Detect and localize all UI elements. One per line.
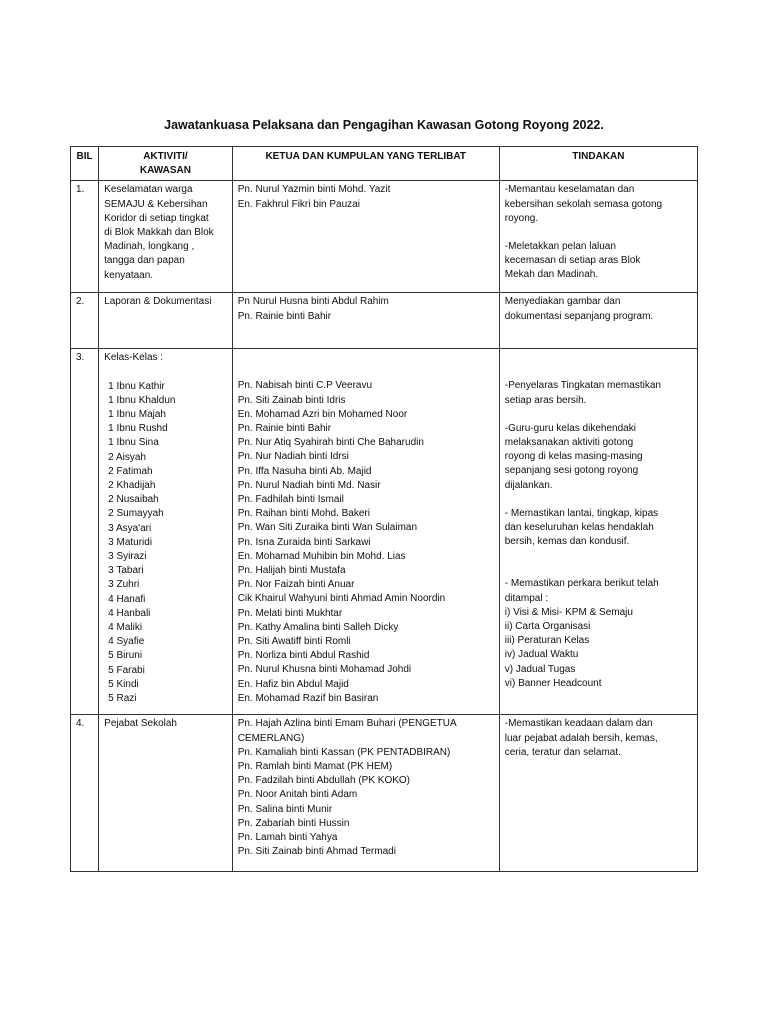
row3-tindakan-block: [505, 507, 692, 550]
kelas-item: 3 Syirazi: [108, 551, 147, 563]
row1-aktiviti-line: tangga dan papan: [104, 255, 185, 267]
row1-ketua-name: Pn. Nurul Yazmin binti Mohd. Yazit: [237, 184, 391, 196]
row3-ketua-name: Pn. Kathy Amalina binti Salleh Dicky: [237, 621, 399, 633]
row3-ketua-name: Pn. Nurul Nadiah binti Md. Nasir: [237, 479, 381, 491]
row1-ketua: [232, 181, 499, 293]
row3-ketua-name: Pn. Nabisah binti C.P Veeravu: [237, 380, 373, 392]
kelas-item: 1 Ibnu Rushd: [108, 423, 168, 435]
row4-tindakan-line: ceria, teratur dan selamat.: [504, 746, 621, 758]
row3-tindakan-block: [505, 422, 692, 493]
row4-ketua-name: Pn. Fadzilah binti Abdullah (PK KOKO): [237, 775, 410, 787]
row3-tindakan-line: dan keseluruhan kelas hendaklah: [504, 522, 654, 534]
table-row: [71, 349, 698, 715]
row3-tindakan-line: ditampal :: [504, 592, 549, 604]
row1-aktiviti-line: SEMAJU & Kebersihan: [104, 198, 208, 210]
row4-ketua-name: Pn. Noor Anitah binti Adam: [237, 789, 358, 801]
row4-aktiviti-text: Pejabat Sekolah: [104, 718, 177, 730]
kelas-item: 1 Ibnu Sina: [108, 437, 159, 449]
row3-ketua-name: En. Hafiz bin Abdul Majid: [237, 678, 349, 690]
row2-aktiviti-text: Laporan & Dokumentasi: [104, 296, 212, 308]
row3-bil: 3.: [71, 349, 99, 715]
row3-tindakan-line: iii) Peraturan Kelas: [504, 635, 590, 647]
kelas-item: 3 Zuhri: [108, 579, 140, 591]
row4-tindakan-line: -Memastikan keadaan dalam dan: [504, 718, 653, 730]
header-tindakan: TINDAKAN: [499, 147, 697, 181]
row4-ketua: [232, 715, 499, 872]
row1-tindakan-line: royong.: [504, 212, 539, 224]
row3-ketua-name: Pn. Halijah binti Mustafa: [237, 565, 346, 577]
kelas-item: 5 Farabi: [108, 664, 145, 676]
row1-aktiviti-line: Madinah, longkang ,: [104, 241, 195, 253]
row4-ketua-name: Pn. Kamaliah binti Kassan (PK PENTADBIRAN): [237, 746, 451, 758]
header-bil: BIL: [71, 147, 99, 181]
table-header-row: [71, 147, 698, 181]
row1-tindakan-line: kebersihan sekolah semasa gotong: [504, 198, 663, 210]
row3-ketua-name: Pn. Wan Siti Zuraika binti Wan Sulaiman: [237, 522, 418, 534]
row2-ketua-name: Pn Nurul Husna binti Abdul Rahim: [237, 296, 389, 308]
kelas-item: 2 Sumayyah: [108, 508, 164, 520]
row3-tindakan-line: melaksanakan aktiviti gotong: [504, 437, 634, 449]
row3-aktiviti-heading: Kelas-Kelas :: [104, 352, 164, 364]
row1-bil: 1.: [71, 181, 99, 293]
row3-ketua-name: Pn. Nurul Khusna binti Mohamad Johdi: [237, 664, 412, 676]
row4-ketua-name: Pn. Salina binti Munir: [237, 803, 333, 815]
row1-tindakan-line: -Meletakkan pelan laluan: [504, 241, 616, 253]
kelas-item: 5 Razi: [108, 693, 137, 705]
row2-ketua: [232, 293, 499, 349]
row3-tindakan-line: vi) Banner Headcount: [504, 677, 602, 689]
header-aktiviti-line1: AKTIVITI/: [143, 151, 188, 162]
row1-tindakan-line: kecemasan di setiap aras Blok: [504, 255, 641, 267]
row3-tindakan-line: iv) Jadual Waktu: [504, 649, 579, 661]
row2-aktiviti: [99, 293, 233, 349]
document-title: Jawatankuasa Pelaksana dan Pengagihan Kawasan Gotong Royong 2022.: [164, 118, 604, 132]
row3-tindakan-line: ii) Carta Organisasi: [504, 621, 591, 633]
row1-tindakan-line: -Memantau keselamatan dan: [504, 184, 635, 196]
kelas-item: 2 Fatimah: [108, 465, 153, 477]
row3-tindakan-block: [505, 577, 692, 691]
kelas-item: 2 Nusaibah: [108, 494, 159, 506]
row3-tindakan-line: i) Visi & Misi- KPM & Semaju: [504, 606, 633, 618]
row3-ketua-name: Pn. Nor Faizah binti Anuar: [237, 579, 355, 591]
row2-ketua-name: Pn. Rainie binti Bahir: [237, 310, 332, 322]
table-row: [71, 715, 698, 872]
row3-ketua-name: Cik Khairul Wahyuni binti Ahmad Amin Noordin: [237, 593, 446, 605]
row3-ketua: [232, 349, 499, 715]
row3-ketua-name: Pn. Siti Awatiff binti Romli: [237, 636, 351, 648]
row4-ketua-name: Pn. Hajah Azlina binti Emam Buhari (PENGETUA: [237, 718, 457, 730]
row2-bil: 2.: [71, 293, 99, 349]
row3-ketua-name: Pn. Iffa Nasuha binti Ab. Majid: [237, 465, 372, 477]
header-aktiviti-line2: KAWASAN: [139, 165, 191, 177]
kelas-item: 4 Maliki: [108, 622, 143, 634]
row1-aktiviti-line: Keselamatan warga: [104, 184, 193, 196]
row3-tindakan-line: -Penyelaras Tingkatan memastikan: [504, 380, 661, 392]
row4-tindakan-line: luar pejabat adalah bersih, kemas,: [504, 732, 658, 744]
row3-tindakan-line: sepanjang sesi gotong royong: [504, 465, 639, 477]
kelas-item: 2 Aisyah: [108, 451, 146, 463]
row4-ketua-name: Pn. Siti Zainab binti Ahmad Termadi: [237, 846, 396, 858]
kelas-item: 4 Hanbali: [108, 607, 151, 619]
row3-ketua-name: Pn. Rainie binti Bahir: [237, 423, 332, 435]
row1-aktiviti-line: di Blok Makkah dan Blok: [104, 227, 214, 239]
row3-ketua-name: Pn. Isna Zuraida binti Sarkawi: [237, 536, 371, 548]
row3-tindakan-line: -Guru-guru kelas dikehendaki: [504, 422, 636, 434]
row2-tindakan-line: dokumentasi sepanjang program.: [504, 310, 654, 322]
row3-tindakan-block: [505, 379, 692, 407]
kelas-item: 1 Ibnu Kathir: [108, 380, 165, 392]
row4-ketua-name: CEMERLANG): [237, 732, 305, 744]
row3-ketua-name: Pn. Raihan binti Mohd. Bakeri: [237, 508, 370, 520]
row3-tindakan: [499, 349, 697, 715]
kelas-item: 4 Syafie: [108, 636, 145, 648]
row3-ketua-name: Pn. Siti Zainab binti Idris: [237, 394, 346, 406]
kelas-item: 3 Asya'ari: [108, 522, 152, 534]
row3-aktiviti: [99, 349, 233, 715]
kelas-item: 5 Biruni: [108, 650, 143, 662]
row3-tindakan-line: - Memastikan lantai, tingkap, kipas: [504, 507, 659, 519]
row3-tindakan-line: v) Jadual Tugas: [504, 663, 576, 675]
row4-aktiviti: [99, 715, 233, 872]
row3-ketua-name: Pn. Fadhilah binti Ismail: [237, 494, 344, 506]
row4-tindakan: [499, 715, 697, 872]
row2-tindakan-line: Menyediakan gambar dan: [504, 296, 621, 308]
row1-aktiviti: [99, 181, 233, 293]
row3-ketua-name: Pn. Nur Nadiah binti Idrsi: [237, 451, 349, 463]
row1-tindakan: [499, 181, 697, 293]
table-row: [71, 293, 698, 349]
row1-tindakan-line: Mekah dan Madinah.: [504, 269, 599, 281]
row3-ketua-name: Pn. Nur Atiq Syahirah binti Che Baharudin: [237, 437, 424, 449]
row4-ketua-list: [238, 717, 494, 859]
row3-ketua-name: En. Mohamad Razif bin Basiran: [237, 692, 379, 704]
row1-aktiviti-line: Koridor di setiap tingkat: [104, 212, 209, 224]
kelas-item: 3 Tabari: [108, 565, 144, 577]
row3-tindakan-line: setiap aras bersih.: [504, 394, 587, 406]
header-aktiviti: [99, 147, 233, 181]
table-row: [71, 181, 698, 293]
row2-tindakan: [499, 293, 697, 349]
row3-tindakan-line: dijalankan.: [504, 479, 553, 491]
kelas-item: 5 Kindi: [108, 678, 139, 690]
kelas-item: 1 Ibnu Majah: [108, 409, 166, 421]
row3-ketua-name: En. Mohamad Azri bin Mohamed Noor: [237, 408, 408, 420]
row4-ketua-name: Pn. Ramlah binti Mamat (PK HEM): [237, 761, 393, 773]
row3-tindakan-line: bersih, kemas dan kondusif.: [504, 536, 630, 548]
committee-table: [70, 146, 698, 872]
row4-ketua-name: Pn. Zabariah binti Hussin: [237, 817, 350, 829]
header-ketua: KETUA DAN KUMPULAN YANG TERLIBAT: [232, 147, 499, 181]
kelas-item: 1 Ibnu Khaldun: [108, 394, 176, 406]
row3-ketua-name: Pn. Melati binti Mukhtar: [237, 607, 343, 619]
kelas-item: 3 Maturidi: [108, 536, 153, 548]
row3-ketua-list: [238, 379, 494, 706]
row4-ketua-name: Pn. Lamah binti Yahya: [237, 832, 338, 844]
kelas-list: [104, 380, 227, 707]
row3-tindakan-line: - Memastikan perkara berikut telah: [504, 578, 659, 590]
kelas-item: 4 Hanafi: [108, 593, 146, 605]
row3-tindakan-line: royong di kelas masing-masing: [504, 451, 643, 463]
row1-ketua-name: En. Fakhrul Fikri bin Pauzai: [237, 198, 360, 210]
row3-ketua-name: En. Mohamad Muhibin bin Mohd. Lias: [237, 550, 406, 562]
kelas-item: 2 Khadijah: [108, 480, 156, 492]
row1-aktiviti-line: kenyataan.: [104, 269, 154, 281]
row3-ketua-name: Pn. Norliza binti Abdul Rashid: [237, 650, 370, 662]
row4-bil: 4.: [71, 715, 99, 872]
